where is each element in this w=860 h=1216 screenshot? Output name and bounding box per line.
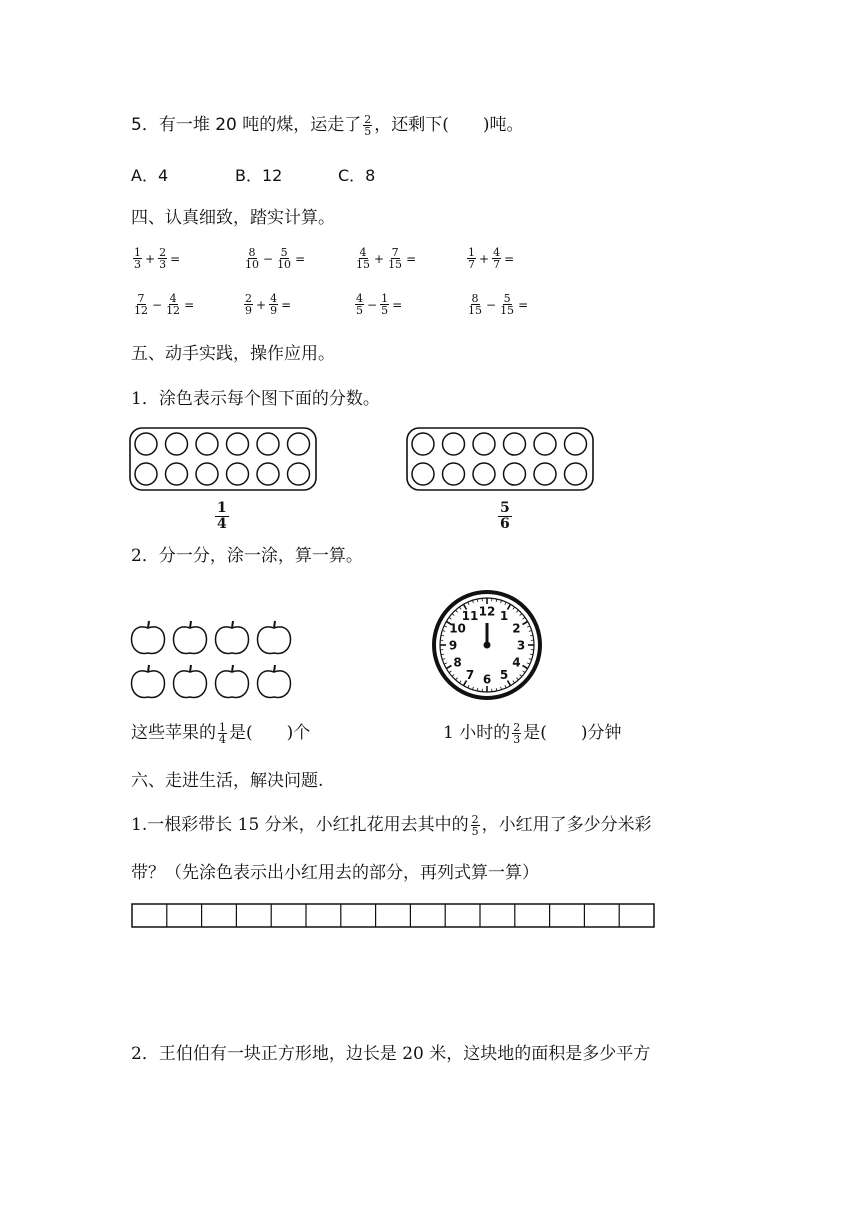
s6q1-text-after: ，小红用了多少分米彩 [481, 815, 652, 835]
clock-tick [513, 681, 515, 683]
apple-icon [132, 621, 165, 653]
section6-title: 六、走进生活，解决问题. [131, 771, 324, 791]
shade-circle [227, 433, 249, 455]
shade-circle [135, 433, 157, 455]
fig1-den: 4 [217, 516, 227, 532]
section6-q1-line2: 带？（先涂色表示出小红用去的部分，再列式算一算） [131, 863, 539, 883]
shade-circle [534, 433, 556, 455]
clock-tick [516, 610, 518, 612]
clock-tick [459, 681, 461, 683]
calc-frac-a: $\frac{4}{5}$ [356, 292, 363, 317]
clock-number: 12 [478, 604, 496, 619]
calc-operator: + [256, 297, 267, 312]
clock-tick [523, 666, 528, 669]
calc-problem [465, 247, 515, 270]
shade-circle [412, 433, 434, 455]
apples-text-after: 是( )个 [229, 723, 311, 743]
fig2-num: 5 [500, 500, 510, 516]
s6q1-fraction [471, 814, 480, 837]
s6q1-text-before: 1.一根彩带长 15 分米，小红扎花用去其中的 [131, 815, 469, 835]
q5-text-after: ，还剩下( )吨。 [374, 115, 524, 135]
calc-frac-a: $\frac{4}{15}$ [356, 246, 370, 271]
clock-tick [472, 687, 473, 690]
hour-text-after: 是( )分钟 [523, 723, 622, 743]
calc-operator: + [145, 251, 156, 266]
section6-q2: 2．王伯伯有一块正方形地，边长是 20 米，这块地的面积是多少平方 [131, 1044, 651, 1064]
calc-problem [131, 293, 195, 316]
clock-tick [523, 671, 525, 673]
calc-equals: = [504, 251, 515, 266]
clock-tick [442, 630, 445, 631]
clock-tick [527, 626, 530, 627]
calc-operator: + [479, 251, 490, 266]
clock-tick [456, 610, 458, 612]
apple-icon [132, 665, 165, 697]
section4-title: 四、认真细致，踏实计算。 [131, 208, 335, 228]
shade-circle [288, 433, 310, 455]
hour-num: 2 [513, 721, 521, 734]
fig1-num: 1 [217, 500, 227, 516]
q5-option-c[interactable]: C．8 [338, 166, 376, 185]
q5-number: 5． [131, 115, 159, 135]
s6q1-den: 5 [471, 825, 479, 838]
calc-operator: − [486, 297, 497, 312]
shade-circle [288, 463, 310, 485]
shade-circle [473, 463, 495, 485]
clock-tick [505, 685, 506, 688]
apples-fraction [218, 722, 227, 745]
calc-problem [353, 247, 417, 270]
clock-tick [527, 663, 530, 664]
apple-icon [258, 665, 291, 697]
clock-tick [501, 687, 502, 690]
shade-circle [227, 463, 249, 485]
fig1-fraction [215, 497, 229, 532]
apple-icon [174, 665, 207, 697]
clock-tick [452, 614, 454, 616]
calc-frac-b: $\frac{2}{3}$ [159, 246, 167, 271]
calc-equals: = [406, 251, 417, 266]
clock-tick [452, 674, 454, 676]
clock-tick [523, 617, 525, 619]
clock-tick [456, 678, 458, 680]
shade-circle [565, 463, 587, 485]
calc-frac-a: $\frac{7}{12}$ [134, 292, 148, 317]
clock-tick [444, 626, 447, 627]
clock-tick [501, 600, 502, 603]
apple-icon [216, 665, 249, 697]
ribbon-strip[interactable] [131, 903, 656, 929]
apple-icon [174, 621, 207, 653]
clock-number: 4 [512, 655, 521, 670]
q5-question [131, 114, 524, 137]
calc-problem [131, 247, 181, 270]
shade-circle [166, 463, 188, 485]
circles-box-left[interactable] [129, 427, 319, 493]
clock-tick [449, 671, 451, 673]
calc-frac-b: $\frac{5}{15}$ [500, 292, 515, 317]
q5-fraction [363, 114, 372, 137]
shade-circle [534, 463, 556, 485]
shade-circle [504, 463, 526, 485]
calc-equals: = [295, 251, 306, 266]
clock-tick [449, 617, 451, 619]
clock-icon[interactable] [432, 590, 542, 700]
clock-number: 6 [482, 672, 492, 687]
calc-frac-a: $\frac{1}{3}$ [134, 246, 141, 271]
hour-question [443, 722, 622, 745]
calc-frac-b: $\frac{5}{10}$ [277, 246, 292, 271]
box-outline [130, 428, 316, 490]
section6-q1-line1 [131, 814, 652, 837]
clock-tick [529, 630, 532, 631]
shade-circle [443, 463, 465, 485]
calc-operator: − [152, 297, 163, 312]
hour-fraction [512, 722, 521, 745]
q5-option-a[interactable]: A．4 [131, 166, 169, 185]
clock-number: 8 [453, 655, 462, 670]
q5-frac-num: 2 [364, 113, 372, 126]
clock-tick [516, 678, 518, 680]
calc-frac-b: $\frac{4}{9}$ [270, 292, 278, 317]
q5-option-b[interactable]: B．12 [235, 166, 283, 185]
clock-tick [520, 674, 522, 676]
shade-circle [412, 463, 434, 485]
shade-circle [196, 433, 218, 455]
calc-equals: = [184, 297, 195, 312]
calc-frac-b: $\frac{4}{12}$ [166, 292, 181, 317]
apples-den: 4 [219, 733, 226, 746]
apples-figure[interactable] [130, 618, 300, 698]
clock-number: 2 [512, 621, 521, 636]
calc-operator: − [367, 297, 378, 312]
calc-problem [465, 293, 529, 316]
calc-frac-b: $\frac{1}{5}$ [381, 292, 389, 317]
ribbon-outline [132, 904, 654, 927]
calc-operator: − [263, 251, 274, 266]
clock-tick [520, 614, 522, 616]
clock-tick [505, 602, 506, 605]
calc-frac-a: $\frac{8}{10}$ [245, 246, 259, 271]
calc-equals: = [170, 251, 181, 266]
shade-circle [504, 433, 526, 455]
calc-frac-a: $\frac{8}{15}$ [468, 292, 482, 317]
shade-circle [443, 433, 465, 455]
section5-q2: 2．分一分，涂一涂，算一算。 [131, 546, 363, 566]
shade-circle [166, 433, 188, 455]
fig2-den: 6 [500, 516, 510, 532]
clock-tick [468, 602, 469, 605]
clock-number: 5 [499, 667, 509, 682]
shade-circle [257, 433, 279, 455]
circles-box-right[interactable] [406, 427, 596, 493]
section5-title: 五、动手实践，操作应用。 [131, 344, 335, 364]
clock-number: 3 [516, 638, 526, 653]
apples-text-before: 这些苹果的 [131, 723, 216, 743]
calc-equals: = [392, 297, 403, 312]
apple-icon [216, 621, 249, 653]
calc-problem [242, 293, 292, 316]
calc-equals: = [518, 297, 529, 312]
clock-tick [446, 666, 451, 669]
s6q1-num: 2 [471, 813, 479, 826]
apple-icon [258, 621, 291, 653]
clock-center [484, 642, 491, 649]
calc-equals: = [281, 297, 292, 312]
fig2-fraction [498, 497, 512, 532]
calc-problem [353, 293, 403, 316]
shade-circle [565, 433, 587, 455]
clock-tick [472, 600, 473, 603]
clock-tick [468, 685, 469, 688]
shade-circle [196, 463, 218, 485]
clock-tick [442, 659, 445, 660]
hour-text-before: 1 小时的 [443, 723, 511, 743]
clock-tick [513, 607, 515, 609]
calc-problem [242, 247, 306, 270]
calc-frac-a: $\frac{1}{7}$ [468, 246, 475, 271]
q5-text-mid: 吨的煤，运走了 [242, 115, 362, 135]
clock-number: 7 [465, 667, 475, 682]
calc-frac-b: $\frac{4}{7}$ [493, 246, 501, 271]
shade-circle [135, 463, 157, 485]
clock-number: 1 [499, 609, 509, 624]
q5-frac-den: 5 [364, 125, 372, 138]
apples-num: 1 [219, 721, 226, 734]
calc-frac-b: $\frac{7}{15}$ [388, 246, 403, 271]
q5-text-before: 有一堆 [158, 115, 210, 135]
section5-q1: 1．涂色表示每个图下面的分数。 [131, 389, 380, 409]
hour-den: 3 [513, 733, 521, 746]
shade-circle [473, 433, 495, 455]
q5-tons: 20 [215, 115, 237, 135]
apples-question [131, 722, 310, 745]
clock-tick [529, 659, 532, 660]
shade-circle [257, 463, 279, 485]
calc-operator: + [374, 251, 385, 266]
clock-number: 10 [449, 621, 466, 636]
clock-number: 9 [448, 638, 458, 653]
clock-tick [444, 663, 447, 664]
clock-tick [523, 622, 528, 625]
clock-number: 11 [461, 609, 479, 624]
calc-frac-a: $\frac{2}{9}$ [245, 292, 252, 317]
box-outline [407, 428, 593, 490]
